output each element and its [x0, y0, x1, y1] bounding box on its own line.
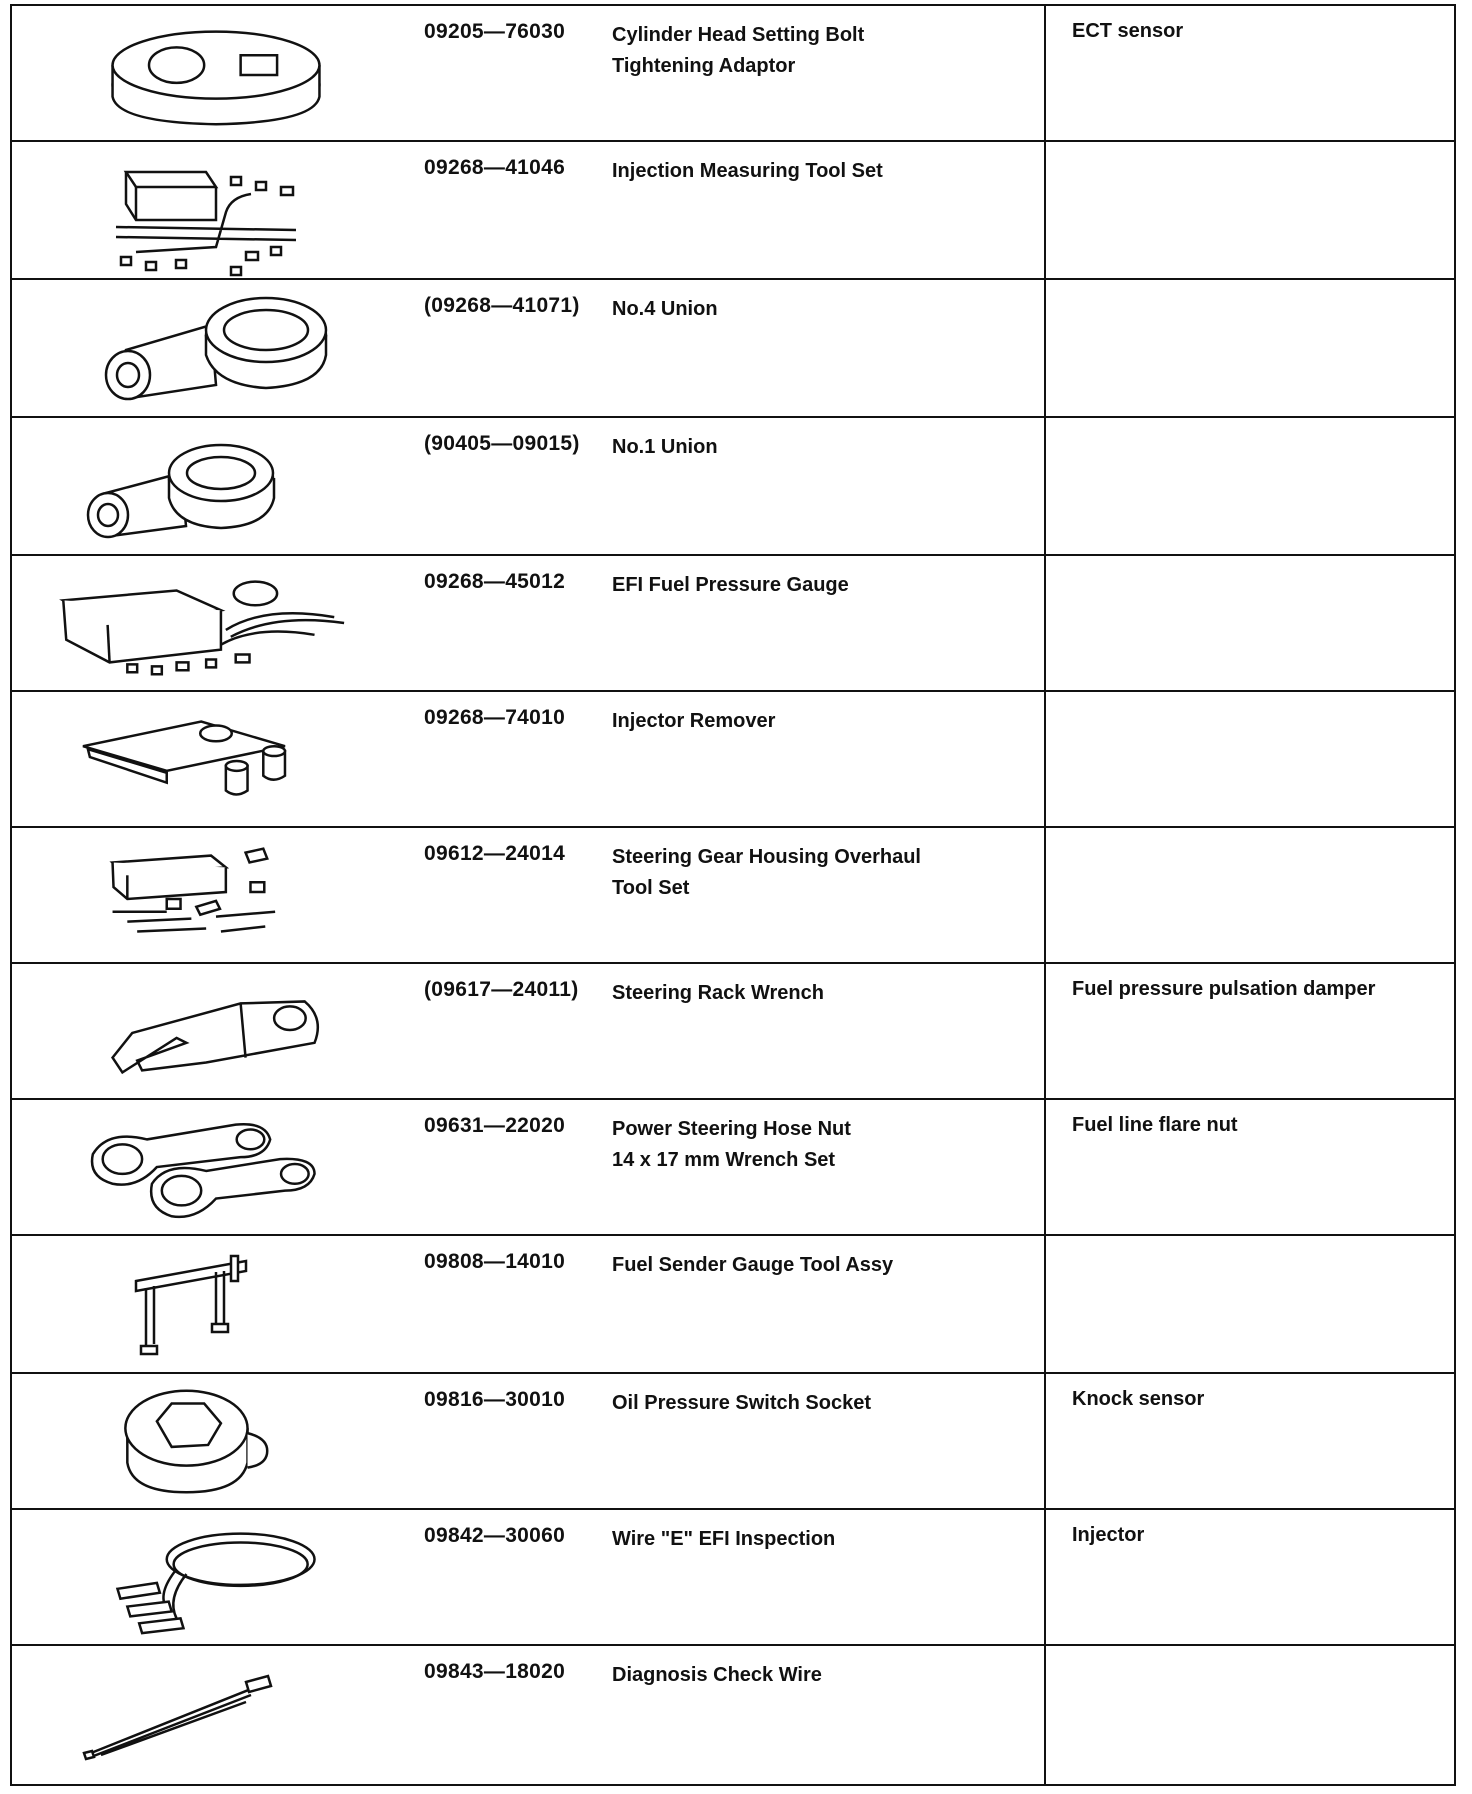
union-1-icon: [16, 418, 416, 554]
tool-row: [12, 1646, 1454, 1784]
measuring-tool-set-icon: [16, 142, 416, 278]
part-name: No.4 Union: [612, 298, 718, 320]
part-note: ECT sensor: [1072, 20, 1184, 42]
tool-row: [12, 418, 1454, 556]
tool-row: [12, 1374, 1454, 1510]
part-note: Knock sensor: [1072, 1388, 1205, 1410]
part-name: Power Steering Hose Nut 14 x 17 mm Wrench Set: [612, 1118, 851, 1171]
part-name: Diagnosis Check Wire: [612, 1664, 822, 1686]
tool-row: [12, 1100, 1454, 1236]
part-number: (90405—09015): [424, 432, 580, 455]
part-name: EFI Fuel Pressure Gauge: [612, 574, 849, 596]
tool-row: [12, 692, 1454, 828]
part-name: Injection Measuring Tool Set: [612, 160, 883, 182]
overhaul-tool-set-icon: [16, 828, 416, 962]
part-note: Fuel pressure pulsation damper: [1072, 978, 1376, 1000]
part-number: 09842—30060: [424, 1524, 566, 1547]
part-name: Wire "E" EFI Inspection: [612, 1528, 836, 1550]
tool-row: [12, 556, 1454, 692]
union-4-icon: [16, 280, 416, 416]
special-tools-table: [10, 4, 1456, 1786]
part-name: Fuel Sender Gauge Tool Assy: [612, 1254, 894, 1276]
part-note: Injector: [1072, 1524, 1145, 1546]
tool-row: [12, 1236, 1454, 1374]
part-name: Steering Rack Wrench: [612, 982, 824, 1004]
part-name: Steering Gear Housing Overhaul Tool Set: [612, 846, 921, 899]
rack-wrench-icon: [16, 964, 416, 1098]
injector-remover-icon: [16, 692, 416, 826]
part-number: 09843—18020: [424, 1660, 566, 1683]
part-number: 09612—24014: [424, 842, 566, 865]
part-number: 09631—22020: [424, 1114, 566, 1137]
part-number: 09268—45012: [424, 570, 566, 593]
hose-nut-wrench-set-icon: [16, 1100, 416, 1234]
part-name: Injector Remover: [612, 710, 776, 732]
tool-row: [12, 142, 1454, 280]
tightening-adaptor-icon: [16, 6, 416, 140]
tool-row: [12, 828, 1454, 964]
part-name: Cylinder Head Setting Bolt Tightening Adaptor: [612, 24, 865, 77]
tool-row: [12, 1510, 1454, 1646]
part-number: 09268—74010: [424, 706, 566, 729]
fuel-pressure-gauge-icon: [16, 556, 416, 690]
part-number: (09617—24011): [424, 978, 579, 1001]
part-number: 09205—76030: [424, 20, 566, 43]
part-number: 09268—41046: [424, 156, 566, 179]
tool-row: [12, 964, 1454, 1100]
part-number: (09268—41071): [424, 294, 580, 317]
inspection-wire-icon: [16, 1510, 416, 1644]
part-name: No.1 Union: [612, 436, 718, 458]
part-number: 09816—30010: [424, 1388, 566, 1411]
tool-row: [12, 6, 1454, 142]
part-note: Fuel line flare nut: [1072, 1114, 1238, 1136]
socket-icon: [16, 1374, 416, 1508]
tool-row: [12, 280, 1454, 418]
part-number: 09808—14010: [424, 1250, 566, 1273]
part-name: Oil Pressure Switch Socket: [612, 1392, 871, 1414]
fuel-sender-gauge-tool-icon: [16, 1236, 416, 1372]
check-wire-icon: [16, 1646, 416, 1784]
